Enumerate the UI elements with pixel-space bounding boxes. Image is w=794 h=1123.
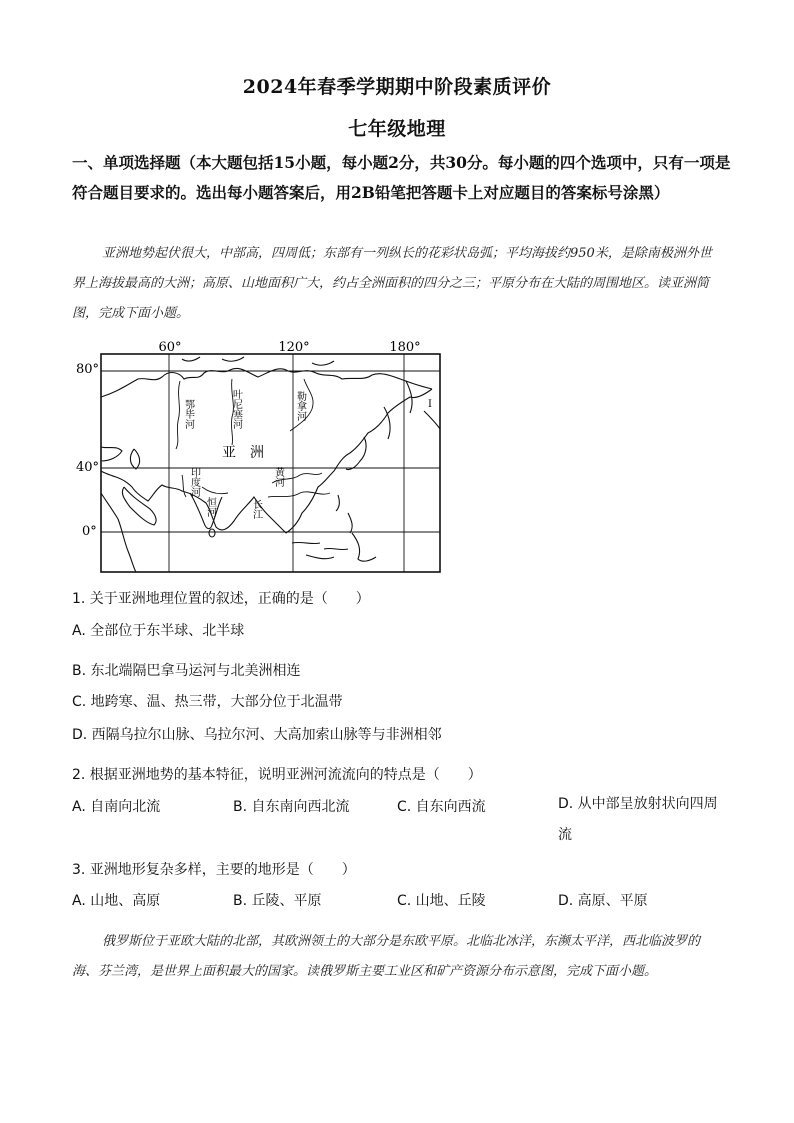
- river-ganges-line: [202, 487, 228, 494]
- question-1-option-c[interactable]: C. 地跨寒、温、热三带，大部分位于北温带: [72, 694, 343, 710]
- river-label-huang: 黄河: [272, 467, 284, 487]
- map-frame: [101, 354, 440, 572]
- question-3-option-a[interactable]: A. 山地、高原: [72, 893, 161, 909]
- map-grid: [101, 354, 440, 572]
- question-3-option-d[interactable]: D. 高原、平原: [558, 893, 648, 909]
- continent-label: 亚 洲: [222, 445, 264, 461]
- lat-label-80: 80°: [76, 362, 100, 377]
- question-2-option-b[interactable]: B. 自东南向西北流: [233, 799, 350, 815]
- lat-label-40: 40°: [76, 460, 100, 475]
- coastlines: [101, 357, 440, 572]
- river-label-ganges: 恒河: [204, 497, 216, 517]
- lon-label-120: 120°: [278, 340, 310, 355]
- question-2-option-c[interactable]: C. 自东向西流: [397, 799, 486, 815]
- roman-label: Ⅰ: [424, 399, 436, 410]
- question-1-option-b[interactable]: B. 东北端隔巴拿马运河与北美洲相连: [72, 663, 301, 679]
- river-ob-line: [176, 381, 180, 449]
- river-label-indus: 印度河: [188, 467, 200, 497]
- lon-label-180: 180°: [389, 340, 421, 355]
- question-1-option-a[interactable]: A. 全部位于东半球、北半球: [72, 623, 245, 639]
- lat-label-0: 0°: [82, 524, 97, 539]
- river-changjiang-line: [268, 492, 330, 497]
- question-2-option-d-text: D. 从中部呈放射状向四周流: [558, 796, 718, 843]
- question-2-stem: 2. 根据亚洲地势的基本特征，说明亚洲河流流向的特点是（ ）: [72, 767, 482, 783]
- asia-map: [72, 337, 447, 577]
- question-3-stem: 3. 亚洲地形复杂多样，主要的地形是（ ）: [72, 862, 356, 878]
- question-1-option-d[interactable]: D. 西隔乌拉尔山脉、乌拉尔河、大高加索山脉等与非洲相邻: [72, 727, 442, 743]
- subject-title: 七年级地理: [348, 118, 446, 140]
- river-label-lena: 勒拿河: [294, 391, 306, 421]
- question-1-stem: 1. 关于亚洲地理位置的叙述，正确的是（ ）: [72, 591, 370, 607]
- question-2-option-d[interactable]: [558, 789, 728, 851]
- lon-label-60: 60°: [158, 340, 182, 355]
- question-3-option-b[interactable]: B. 丘陵、平原: [233, 893, 322, 909]
- question-2-option-a[interactable]: A. 自南向北流: [72, 799, 161, 815]
- question-3-option-c[interactable]: C. 山地、丘陵: [397, 893, 486, 909]
- river-label-ob: 鄂毕河: [182, 399, 194, 429]
- page-title: 2024年春季学期期中阶段素质评价: [242, 76, 552, 98]
- section-instructions: 一、单项选择题（本大题包括15小题，每小题2分，共30分。每小题的四个选项中，只有一项是符合题目要求的。选出每小题答案后，用2B铅笔把答题卡上对应题目的答案标号涂黑）: [72, 153, 731, 202]
- river-indus-line: [182, 475, 186, 497]
- river-label-yenisei: 叶尼塞河: [230, 389, 242, 429]
- river-label-changjiang: 长江: [250, 499, 262, 519]
- passage-russia: 俄罗斯位于亚欧大陆的北部，其欧洲领土的大部分是东欧平原。北临北冰洋，东濒太平洋，西北临波罗的海、芬兰湾，是世界上面积最大的国家。读俄罗斯主要工业区和矿产资源分布示意图，完成下面小题。: [72, 934, 701, 979]
- passage-asia: 亚洲地势起伏很大，中部高，四周低；东部有一列纵长的花彩状岛弧；平均海拔约950米，是除南极洲外世界上海拔最高的大洲；高原、山地面积广大，约占全洲面积的四分之三；平原分布在大陆的周围地区。读亚洲简图，完成下面小题。: [72, 246, 712, 321]
